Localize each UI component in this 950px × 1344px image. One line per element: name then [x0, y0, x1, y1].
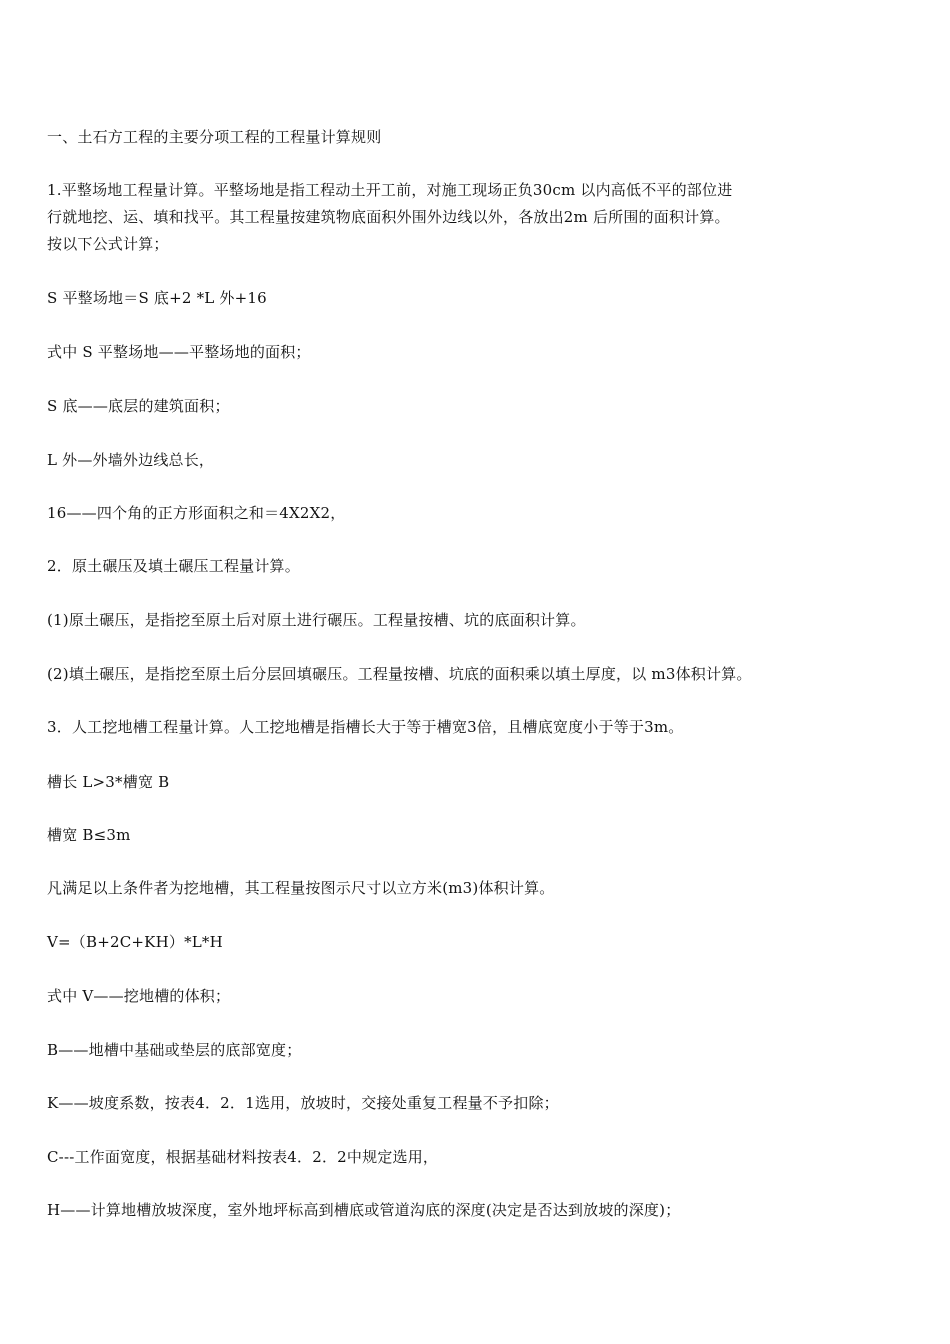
- item2-fill-soil: (2)填土碾压，是指挖至原土后分层回填碾压。工程量按槽、坑底的面积乘以填土厚度，以 m3体积计算。: [47, 665, 752, 683]
- formula-leveling: S 平整场地＝S 底+2 *L 外+16: [47, 289, 267, 307]
- item2-heading: 2．原土碾压及填土碾压工程量计算。: [47, 557, 300, 575]
- definition-s-bottom: S 底——底层的建筑面积；: [47, 397, 230, 415]
- item1-line3: 按以下公式计算；: [47, 235, 169, 253]
- item2-original-soil: (1)原土碾压，是指挖至原土后对原土进行碾压。工程量按槽、坑的底面积计算。: [47, 611, 586, 629]
- formula-leveling-where: 式中 S 平整场地——平整场地的面积；: [47, 343, 311, 361]
- definition-l-outer: L 外—外墙外边线总长，: [47, 451, 215, 469]
- formula-trench-volume: V=（B+2C+KH）*L*H: [47, 933, 223, 951]
- item1-line2: 行就地挖、运、填和找平。其工程量按建筑物底面积外围外边线以外，各放出2m 后所围的面积计算。: [47, 208, 730, 226]
- definition-b: B——地槽中基础或垫层的底部宽度；: [47, 1041, 302, 1059]
- item3-heading: 3．人工挖地槽工程量计算。人工挖地槽是指槽长大于等于槽宽3倍，且槽底宽度小于等于3m。: [47, 718, 684, 736]
- formula-trench-where: 式中 V——挖地槽的体积；: [47, 987, 231, 1005]
- condition-trench-width: 槽宽 B≤3m: [47, 826, 131, 844]
- definition-h: H——计算地槽放坡深度，室外地坪标高到槽底或管道沟底的深度(决定是否达到放坡的深度)；: [47, 1201, 681, 1219]
- definition-16: 16——四个角的正方形面积之和＝4X2X2，: [47, 504, 346, 522]
- item1-line1: 1.平整场地工程量计算。平整场地是指工程动土开工前，对施工现场正负30cm 以内高低不平的部位进: [47, 181, 733, 199]
- definition-c: C---工作面宽度，根据基础材料按表4．2．2中规定选用，: [47, 1148, 439, 1166]
- definition-k: K——坡度系数，按表4．2．1选用，放坡时，交接处重复工程量不予扣除；: [47, 1094, 559, 1112]
- item3-rule: 凡满足以上条件者为挖地槽，其工程量按图示尺寸以立方米(m3)体积计算。: [47, 879, 555, 897]
- condition-trench-length: 槽长 L>3*槽宽 B: [47, 773, 170, 791]
- section-heading: 一、土石方工程的主要分项工程的工程量计算规则: [47, 128, 382, 146]
